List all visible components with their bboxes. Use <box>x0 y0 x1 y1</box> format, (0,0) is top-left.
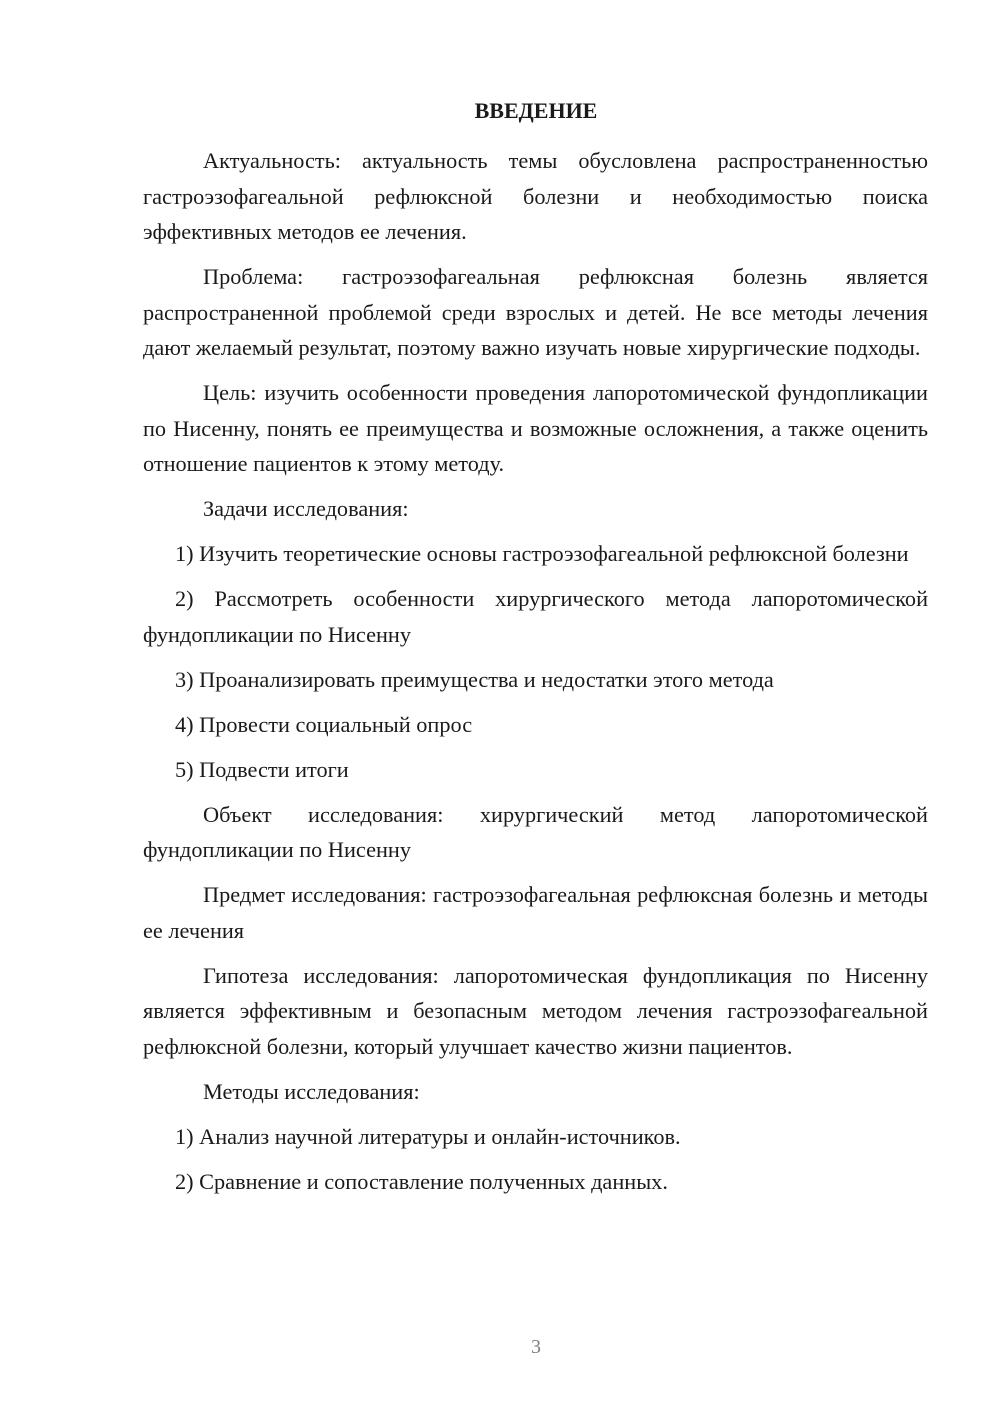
list-item-task-4: 4) Провести социальный опрос <box>175 711 473 737</box>
paragraph-tasks-heading: Задачи исследования: <box>203 496 409 521</box>
list-item-method-2: 2) Сравнение и сопоставление полученных данных. <box>175 1168 668 1194</box>
list-item-method-1: 1) Анализ научной литературы и онлайн-источников. <box>175 1123 681 1149</box>
paragraph-methods-heading: Методы исследования: <box>203 1078 420 1104</box>
list-item-task-1: 1) Изучить теоретические основы гастроэзофагеальной рефлюксной болезни <box>175 541 909 566</box>
paragraph-subject: Предмет исследования: гастроэзофагеальная рефлюксная болезнь и методы ее лечения <box>143 882 928 943</box>
paragraph-relevance: Актуальность: актуальность темы обусловлена распространенностью гастроэзофагеальной рефлюксной болезни и необходимостью поиска эффективных методов ее лечения. <box>143 148 928 244</box>
paragraph-hypothesis: Гипотеза исследования: лапоротомическая фундопликация по Нисенну является эффективным и безопасным методом лечения гастроэзофагеальной рефлюксной болезни, который улучшает качество жизни пациентов. <box>143 962 928 1059</box>
list-item-task-2: 2) Рассмотреть особенности хирургического метода лапоротомической фундопликации по Нисенну <box>143 586 928 647</box>
list-item-task-3: 3) Проанализировать преимущества и недостатки этого метода <box>175 666 774 692</box>
section-title: ВВЕДЕНИЕ <box>474 98 598 123</box>
page-number: 3 <box>531 1336 541 1358</box>
paragraph-goal: Цель: изучить особенности проведения лапоротомической фундопликации по Нисенну, понять ее преимущества и возможные осложнения, а также оценить отношение пациентов к этому методу. <box>143 380 928 476</box>
paragraph-object: Объект исследования: хирургический метод лапоротомической фундопликации по Нисенну <box>143 801 928 862</box>
paragraph-problem: Проблема: гастроэзофагеальная рефлюксная болезнь является распространенной проблемой среди взрослых и детей. Не все методы лечения дают желаемый результат, поэтому важно изучать новые хирургические подходы. <box>143 264 928 360</box>
document-body <box>143 143 928 1209</box>
list-item-task-5: 5) Подвести итоги <box>175 756 349 782</box>
